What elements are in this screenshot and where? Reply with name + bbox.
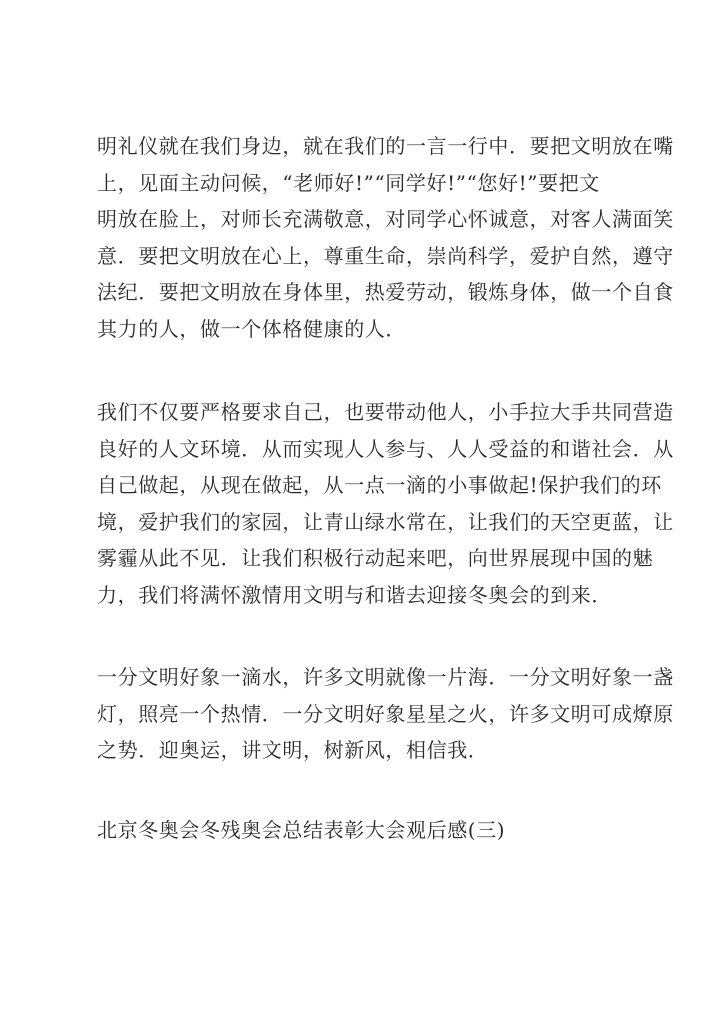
paragraph-harmonious-society: [97, 394, 674, 613]
text-line: 雾霾从此不见．让我们积极行动起来吧，向世界展现中国的魅: [97, 546, 654, 570]
paragraph-civility-manners: [97, 128, 674, 347]
text-line: 上，见面主动问候，“老师好!”“同学好!”“您好!”要把文: [97, 170, 600, 195]
text-line: 明放在脸上，对师长充满敬意，对同学心怀诚意，对客人满面笑: [97, 207, 674, 231]
text-line: 灯，照亮一个热情．一分文明好象星星之火，许多文明可成燎原: [97, 701, 674, 726]
paragraph-civility-metaphor: [97, 659, 674, 769]
text-line: 我们不仅要严格要求自己，也要带动他人，小手拉大手共同营造: [97, 400, 674, 424]
text-line: 明礼仪就在我们身边，就在我们的一言一行中．要把文明放在嘴: [97, 134, 674, 158]
text-line: 自己做起，从现在做起，从一点一滴的小事做起!保护我们的环: [97, 473, 662, 497]
text-line: 一分文明好象一滴水，许多文明就像一片海．一分文明好象一盏: [97, 665, 674, 689]
section-heading: [97, 812, 642, 849]
text-line: 法纪．要把文明放在身体里，热爱劳动，锻炼身体，做一个自食: [97, 280, 674, 304]
text-line: 其力的人，做一个体格健康的人．: [97, 316, 406, 341]
text-line: 力，我们将满怀激情用文明与和谐去迎接冬奥会的到来．: [97, 582, 612, 607]
text-line: 之势．迎奥运，讲文明，树新风，相信我．: [97, 738, 489, 762]
text-line: 意．要把文明放在心上，尊重生命，崇尚科学，爱护自然，遵守: [97, 243, 674, 268]
text-line: 良好的人文环境．从而实现人人参与、人人受益的和谐社会．从: [97, 436, 674, 461]
heading-text: 北京冬奥会冬残奥会总结表彰大会观后感(三): [97, 818, 506, 842]
text-line: 境，爱护我们的家园，让青山绿水常在，让我们的天空更蓝，让: [97, 509, 674, 534]
